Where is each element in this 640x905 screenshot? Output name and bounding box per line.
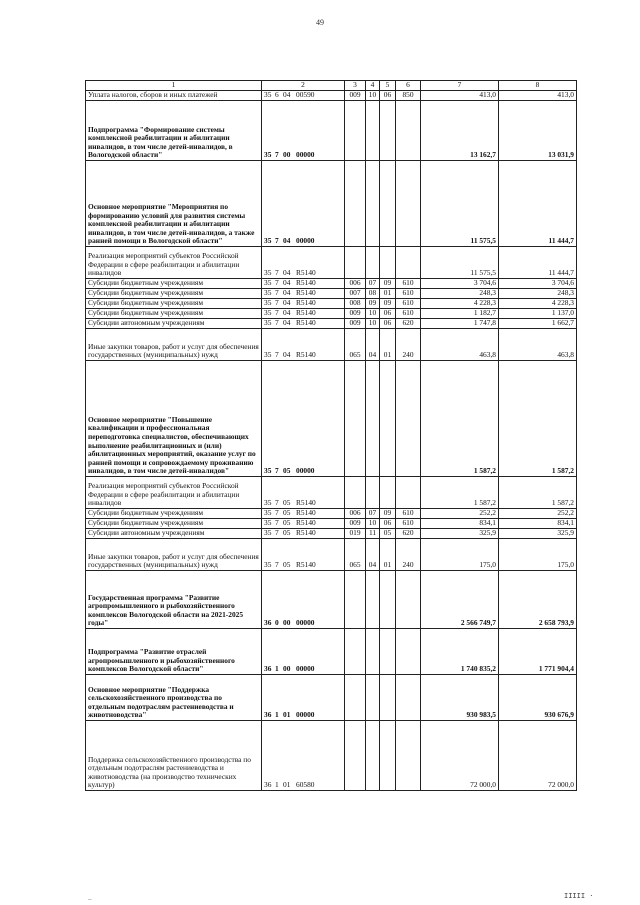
row-value-2: 3 704,6 <box>499 279 577 289</box>
row-admin: 009 <box>345 319 366 329</box>
row-section: 11 <box>366 529 380 539</box>
row-code <box>262 675 345 721</box>
row-type <box>396 675 421 721</box>
row-admin <box>345 161 366 247</box>
row-admin: 007 <box>345 289 366 299</box>
row-admin <box>345 629 366 675</box>
row-admin <box>345 477 366 509</box>
row-code <box>262 509 345 519</box>
row-name: Реализация мероприятий субъектов Российской Федерации в сфере реабилитации и абилитации инвалидов <box>86 247 262 279</box>
row-name: Поддержка сельскохозяйственного производства по отдельным подотраслям растениеводства и животноводства (на производство технических культур) <box>86 721 262 791</box>
footer-mark: IIIII · <box>564 892 594 900</box>
table-row <box>86 361 577 477</box>
row-name: Реализация мероприятий субъектов Российской Федерации в сфере реабилитации и абилитации инвалидов <box>86 477 262 509</box>
code-group: 00 <box>283 618 291 628</box>
row-value-2: 4 228,3 <box>499 299 577 309</box>
row-type <box>396 101 421 161</box>
code-program: 35 <box>264 288 272 298</box>
row-name: Основное мероприятие "Поддержка сельскохозяйственного производства по отдельным подотраслям растениеводства и животноводства" <box>86 675 262 721</box>
row-code <box>262 329 345 361</box>
table-row <box>86 629 577 675</box>
code-group: 00 <box>283 664 291 674</box>
row-code <box>262 529 345 539</box>
row-section <box>366 361 380 477</box>
row-value-2: 11 444,7 <box>499 247 577 279</box>
row-admin: 009 <box>345 519 366 529</box>
row-section: 07 <box>366 509 380 519</box>
table-row <box>86 721 577 791</box>
code-group: 05 <box>283 498 291 508</box>
row-type: 620 <box>396 319 421 329</box>
code-program: 35 <box>264 308 272 318</box>
row-admin: 009 <box>345 309 366 319</box>
code-program: 35 <box>264 498 272 508</box>
row-code <box>262 91 345 101</box>
row-value-2: 175,0 <box>499 539 577 571</box>
row-section <box>366 571 380 629</box>
row-name: Иные закупки товаров, работ и услуг для обеспечения государственных (муниципальных) нужд <box>86 539 262 571</box>
row-value-2: 413,0 <box>499 91 577 101</box>
code-direction: R5140 <box>296 518 316 528</box>
row-value-2: 834,1 <box>499 519 577 529</box>
row-name: Подпрограмма "Формирование системы комплексной реабилитации и абилитации инвалидов, в том числе детей-инвалидов, в Вологодской области" <box>86 101 262 161</box>
header-cell: 3 <box>345 81 366 91</box>
code-group: 05 <box>283 518 291 528</box>
row-admin: 009 <box>345 91 366 101</box>
code-direction: R5140 <box>296 560 316 570</box>
row-type <box>396 247 421 279</box>
row-subsection: 01 <box>380 539 396 571</box>
row-code <box>262 279 345 289</box>
row-type <box>396 161 421 247</box>
row-value-1: 930 983,5 <box>421 675 499 721</box>
row-type: 240 <box>396 539 421 571</box>
row-section <box>366 721 380 791</box>
row-subsection: 01 <box>380 289 396 299</box>
code-direction: 00000 <box>296 664 315 674</box>
row-value-2: 325,9 <box>499 529 577 539</box>
table-row <box>86 519 577 529</box>
row-code <box>262 319 345 329</box>
code-direction: 00000 <box>296 150 315 160</box>
table-row <box>86 529 577 539</box>
row-subsection <box>380 571 396 629</box>
row-name: Субсидии бюджетным учреждениям <box>86 519 262 529</box>
header-cell: 8 <box>499 81 577 91</box>
row-value-1: 834,1 <box>421 519 499 529</box>
row-subsection <box>380 101 396 161</box>
row-subsection: 09 <box>380 509 396 519</box>
row-admin: 008 <box>345 299 366 309</box>
code-group: 04 <box>283 236 291 246</box>
row-admin: 006 <box>345 509 366 519</box>
row-name: Субсидии автономным учреждениям <box>86 529 262 539</box>
row-value-1: 175,0 <box>421 539 499 571</box>
row-type: 610 <box>396 519 421 529</box>
row-type: 240 <box>396 329 421 361</box>
row-admin: 019 <box>345 529 366 539</box>
row-subsection: 06 <box>380 319 396 329</box>
code-group: 01 <box>283 710 291 720</box>
row-name: Субсидии бюджетным учреждениям <box>86 309 262 319</box>
row-admin: 065 <box>345 329 366 361</box>
code-direction: R5140 <box>296 350 316 360</box>
code-sub: 7 <box>275 466 279 476</box>
row-code <box>262 101 345 161</box>
row-type: 610 <box>396 509 421 519</box>
row-section: 09 <box>366 299 380 309</box>
row-subsection: 06 <box>380 91 396 101</box>
row-type: 610 <box>396 289 421 299</box>
code-sub: 1 <box>275 710 279 720</box>
row-value-1: 1 182,7 <box>421 309 499 319</box>
row-subsection <box>380 721 396 791</box>
code-sub: 7 <box>275 278 279 288</box>
footer-dash: – <box>88 895 92 903</box>
code-group: 04 <box>283 278 291 288</box>
table-row <box>86 91 577 101</box>
row-name: Субсидии бюджетным учреждениям <box>86 289 262 299</box>
code-program: 35 <box>264 268 272 278</box>
table-row <box>86 247 577 279</box>
row-admin <box>345 361 366 477</box>
code-sub: 7 <box>275 308 279 318</box>
row-value-1: 11 575,5 <box>421 161 499 247</box>
code-sub: 7 <box>275 518 279 528</box>
row-code <box>262 309 345 319</box>
table-row <box>86 309 577 319</box>
row-value-1: 325,9 <box>421 529 499 539</box>
code-group: 05 <box>283 466 291 476</box>
row-value-2: 1 587,2 <box>499 477 577 509</box>
code-sub: 1 <box>275 664 279 674</box>
code-group: 05 <box>283 508 291 518</box>
table-row <box>86 675 577 721</box>
header-cell: 7 <box>421 81 499 91</box>
row-code <box>262 629 345 675</box>
row-section <box>366 101 380 161</box>
row-code <box>262 571 345 629</box>
row-section <box>366 477 380 509</box>
row-subsection: 01 <box>380 329 396 361</box>
row-value-1: 413,0 <box>421 91 499 101</box>
code-direction: R5140 <box>296 528 316 538</box>
row-subsection <box>380 361 396 477</box>
row-value-1: 72 000,0 <box>421 721 499 791</box>
row-type <box>396 721 421 791</box>
row-name: Субсидии бюджетным учреждениям <box>86 299 262 309</box>
row-value-2: 11 444,7 <box>499 161 577 247</box>
row-value-2: 930 676,9 <box>499 675 577 721</box>
row-value-2: 463,8 <box>499 329 577 361</box>
row-subsection <box>380 161 396 247</box>
row-code <box>262 289 345 299</box>
row-subsection <box>380 477 396 509</box>
table-row <box>86 101 577 161</box>
code-group: 04 <box>283 318 291 328</box>
code-direction: 00000 <box>296 236 315 246</box>
row-value-2: 2 658 793,9 <box>499 571 577 629</box>
code-direction: R5140 <box>296 308 316 318</box>
row-admin <box>345 675 366 721</box>
code-direction: R5140 <box>296 298 316 308</box>
row-value-1: 13 162,7 <box>421 101 499 161</box>
code-group: 05 <box>283 528 291 538</box>
row-type: 620 <box>396 529 421 539</box>
code-group: 01 <box>283 780 291 790</box>
row-value-2: 1 662,7 <box>499 319 577 329</box>
row-name: Субсидии автономным учреждениям <box>86 319 262 329</box>
row-value-2: 1 771 904,4 <box>499 629 577 675</box>
code-program: 35 <box>264 318 272 328</box>
row-subsection: 09 <box>380 279 396 289</box>
code-group: 04 <box>283 298 291 308</box>
row-code <box>262 721 345 791</box>
code-direction: R5140 <box>296 278 316 288</box>
code-direction: 00000 <box>296 618 315 628</box>
row-value-1: 1 747,8 <box>421 319 499 329</box>
row-admin <box>345 571 366 629</box>
code-group: 04 <box>283 90 291 100</box>
row-code <box>262 299 345 309</box>
code-direction: 60580 <box>296 780 315 790</box>
code-program: 35 <box>264 528 272 538</box>
code-sub: 7 <box>275 150 279 160</box>
header-cell: 1 <box>86 81 262 91</box>
code-program: 36 <box>264 664 272 674</box>
code-sub: 7 <box>275 318 279 328</box>
row-name: Государственная программа "Развитие агропромышленного и рыбохозяйственного комплексов Вологодской области на 2021-2025 годы" <box>86 571 262 629</box>
code-sub: 7 <box>275 350 279 360</box>
row-admin <box>345 101 366 161</box>
code-sub: 7 <box>275 288 279 298</box>
row-type <box>396 571 421 629</box>
table-row <box>86 161 577 247</box>
code-sub: 7 <box>275 560 279 570</box>
row-value-2: 13 031,9 <box>499 101 577 161</box>
row-name: Основное мероприятие "Повышение квалификации и профессиональная переподготовка специалистов, обеспечивающих выполнение реабилитационных и (или) абилитационных мероприятий, оказание услуг по ранней помощи и сопровождаемому проживанию инвалидов, в том числе детей-инвалидов" <box>86 361 262 477</box>
row-section <box>366 629 380 675</box>
row-subsection: 06 <box>380 309 396 319</box>
row-type: 850 <box>396 91 421 101</box>
code-sub: 0 <box>275 618 279 628</box>
row-section: 10 <box>366 319 380 329</box>
code-sub: 7 <box>275 498 279 508</box>
code-direction: R5140 <box>296 268 316 278</box>
table-row <box>86 477 577 509</box>
table-row <box>86 509 577 519</box>
row-name: Подпрограмма "Развитие отраслей агропромышленного и рыбохозяйственного комплексов Вологодской области" <box>86 629 262 675</box>
row-subsection: 05 <box>380 529 396 539</box>
code-program: 36 <box>264 780 272 790</box>
code-program: 36 <box>264 710 272 720</box>
code-program: 35 <box>264 466 272 476</box>
table-row <box>86 539 577 571</box>
code-direction: R5140 <box>296 508 316 518</box>
row-type: 610 <box>396 279 421 289</box>
row-name: Иные закупки товаров, работ и услуг для обеспечения государственных (муниципальных) нужд <box>86 329 262 361</box>
row-type: 610 <box>396 309 421 319</box>
page-number: 49 <box>316 18 324 27</box>
table-row <box>86 289 577 299</box>
row-value-1: 4 228,3 <box>421 299 499 309</box>
row-section <box>366 161 380 247</box>
table-row <box>86 571 577 629</box>
code-sub: 7 <box>275 268 279 278</box>
row-type <box>396 629 421 675</box>
table-row <box>86 279 577 289</box>
row-type: 610 <box>396 299 421 309</box>
table-row <box>86 299 577 309</box>
code-group: 04 <box>283 308 291 318</box>
code-sub: 1 <box>275 780 279 790</box>
row-subsection <box>380 675 396 721</box>
row-code <box>262 539 345 571</box>
code-direction: R5140 <box>296 288 316 298</box>
row-value-1: 1 740 835,2 <box>421 629 499 675</box>
row-section: 04 <box>366 539 380 571</box>
row-name: Уплата налогов, сборов и иных платежей <box>86 91 262 101</box>
header-cell: 2 <box>262 81 345 91</box>
row-section: 10 <box>366 91 380 101</box>
row-value-2: 1 587,2 <box>499 361 577 477</box>
code-sub: 7 <box>275 528 279 538</box>
row-value-1: 463,8 <box>421 329 499 361</box>
row-value-1: 1 587,2 <box>421 361 499 477</box>
row-admin <box>345 721 366 791</box>
code-direction: 00000 <box>296 710 315 720</box>
header-cell: 6 <box>396 81 421 91</box>
row-code <box>262 477 345 509</box>
row-value-1: 248,3 <box>421 289 499 299</box>
code-group: 05 <box>283 560 291 570</box>
code-sub: 7 <box>275 298 279 308</box>
code-direction: 00590 <box>296 90 315 100</box>
row-section: 10 <box>366 519 380 529</box>
row-name: Основное мероприятие "Мероприятия по формированию условий для развития системы комплексной реабилитации и абилитации инвалидов, в том числе детей-инвалидов, а также ранней помощи в Вологодской области" <box>86 161 262 247</box>
code-group: 04 <box>283 288 291 298</box>
row-section: 07 <box>366 279 380 289</box>
row-subsection <box>380 247 396 279</box>
row-section: 04 <box>366 329 380 361</box>
row-code <box>262 361 345 477</box>
row-name: Субсидии бюджетным учреждениям <box>86 279 262 289</box>
row-value-2: 252,2 <box>499 509 577 519</box>
budget-table <box>85 80 577 791</box>
code-program: 35 <box>264 560 272 570</box>
code-sub: 6 <box>275 90 279 100</box>
code-group: 04 <box>283 350 291 360</box>
row-type <box>396 361 421 477</box>
code-direction: 00000 <box>296 466 315 476</box>
code-sub: 7 <box>275 236 279 246</box>
row-admin <box>345 247 366 279</box>
row-value-2: 72 000,0 <box>499 721 577 791</box>
row-value-1: 1 587,2 <box>421 477 499 509</box>
code-group: 04 <box>283 268 291 278</box>
code-group: 00 <box>283 150 291 160</box>
code-program: 35 <box>264 150 272 160</box>
code-program: 36 <box>264 618 272 628</box>
row-type <box>396 477 421 509</box>
code-direction: R5140 <box>296 498 316 508</box>
row-value-2: 248,3 <box>499 289 577 299</box>
code-direction: R5140 <box>296 318 316 328</box>
row-code <box>262 247 345 279</box>
row-section: 08 <box>366 289 380 299</box>
row-value-2: 1 137,0 <box>499 309 577 319</box>
header-cell: 4 <box>366 81 380 91</box>
row-admin: 006 <box>345 279 366 289</box>
code-program: 35 <box>264 298 272 308</box>
row-name: Субсидии бюджетным учреждениям <box>86 509 262 519</box>
row-subsection <box>380 629 396 675</box>
code-sub: 7 <box>275 508 279 518</box>
table-row <box>86 319 577 329</box>
header-cell: 5 <box>380 81 396 91</box>
row-admin: 065 <box>345 539 366 571</box>
row-value-1: 11 575,5 <box>421 247 499 279</box>
row-code <box>262 519 345 529</box>
row-value-1: 3 704,6 <box>421 279 499 289</box>
row-section <box>366 247 380 279</box>
code-program: 35 <box>264 508 272 518</box>
row-subsection: 06 <box>380 519 396 529</box>
code-program: 35 <box>264 518 272 528</box>
row-value-1: 252,2 <box>421 509 499 519</box>
row-value-1: 2 566 749,7 <box>421 571 499 629</box>
code-program: 35 <box>264 236 272 246</box>
row-code <box>262 161 345 247</box>
table-row <box>86 329 577 361</box>
code-program: 35 <box>264 350 272 360</box>
row-subsection: 09 <box>380 299 396 309</box>
code-program: 35 <box>264 278 272 288</box>
row-section <box>366 675 380 721</box>
table-header-row <box>86 81 577 91</box>
row-section: 10 <box>366 309 380 319</box>
code-program: 35 <box>264 90 272 100</box>
